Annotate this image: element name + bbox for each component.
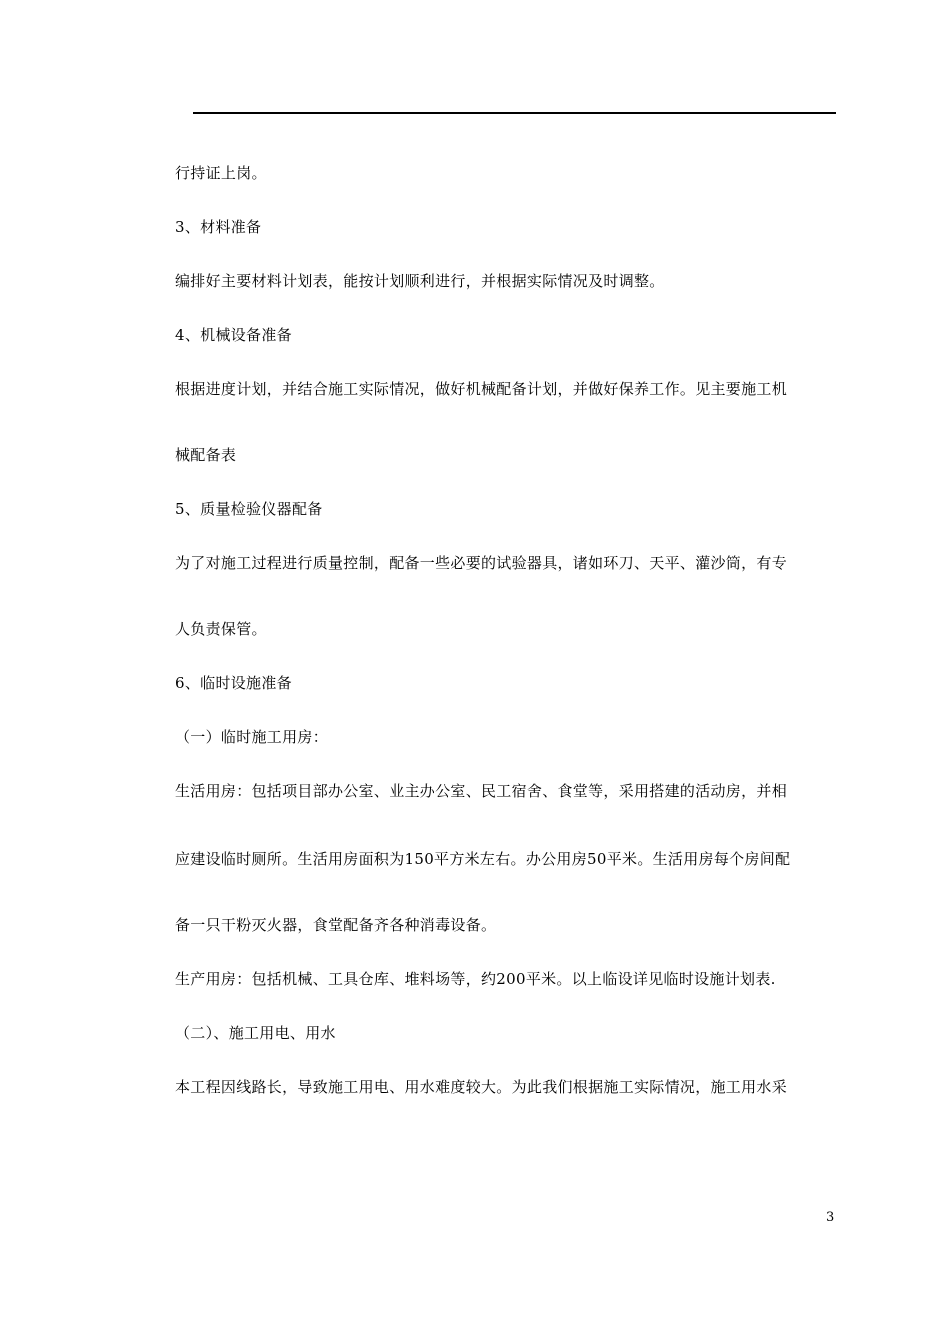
text-line-living-2: 应建设临时厕所。生活用房面积为150平方米左右。办公用房50平米。生活用房每个房间配 bbox=[175, 850, 791, 868]
heading-materials: 3、材料准备 bbox=[175, 218, 262, 236]
text-line-machinery-2: 械配备表 bbox=[175, 446, 237, 464]
text-line-machinery-1: 根据进度计划，并结合施工实际情况，做好机械配备计划，并做好保养工作。见主要施工机 bbox=[175, 380, 788, 398]
heading-machinery: 4、机械设备准备 bbox=[175, 326, 292, 344]
subheading-temporary-housing: （一）临时施工用房： bbox=[175, 728, 329, 746]
text-line-quality-1: 为了对施工过程进行质量控制，配备一些必要的试验器具，诸如环刀、天平、灌沙筒，有专 bbox=[175, 554, 788, 572]
heading-temporary-facilities: 6、临时设施准备 bbox=[175, 674, 292, 692]
page-number: 3 bbox=[826, 1210, 835, 1225]
text-line-continuation: 行持证上岗。 bbox=[175, 164, 267, 182]
text-line-living-1: 生活用房：包括项目部办公室、业主办公室、民工宿舍、食堂等，采用搭建的活动房，并相 bbox=[175, 782, 788, 800]
heading-quality-instruments: 5、质量检验仪器配备 bbox=[175, 500, 323, 518]
header-rule bbox=[193, 112, 836, 114]
text-line-living-3: 备一只干粉灭火器，食堂配备齐各种消毒设备。 bbox=[175, 916, 497, 934]
text-line-quality-2: 人负责保管。 bbox=[175, 620, 267, 638]
text-line-production: 生产用房：包括机械、工具仓库、堆料场等，约200平米。以上临设详见临时设施计划表. bbox=[175, 970, 776, 988]
text-line-materials: 编排好主要材料计划表，能按计划顺利进行，并根据实际情况及时调整。 bbox=[175, 272, 665, 290]
text-line-power-water: 本工程因线路长，导致施工用电、用水难度较大。为此我们根据施工实际情况，施工用水采 bbox=[175, 1078, 788, 1096]
subheading-power-water: （二）、施工用电、用水 bbox=[175, 1024, 336, 1042]
